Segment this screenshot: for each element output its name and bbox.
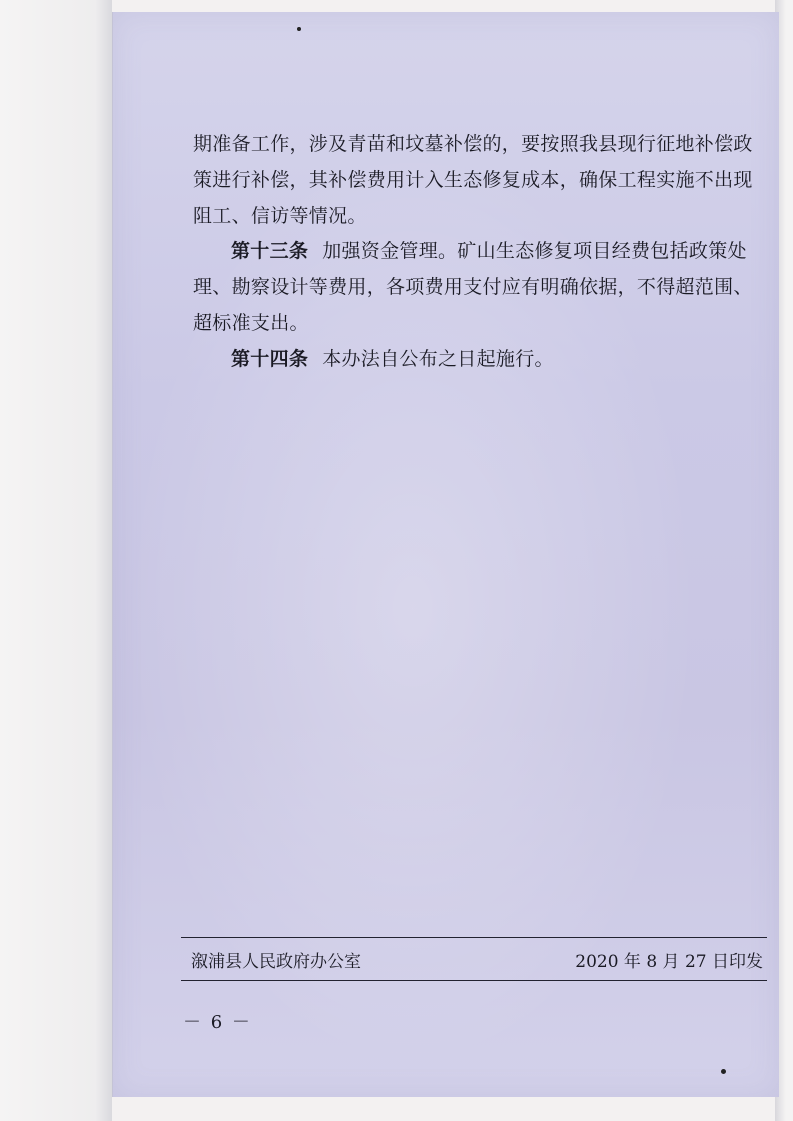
issuance-footer: [181, 937, 767, 981]
document-body: [193, 127, 753, 378]
article-14-text: 本办法自公布之日起施行。: [322, 347, 554, 370]
document-page: [112, 12, 779, 1097]
scan-speck: [721, 1069, 726, 1074]
scan-speck: [297, 27, 301, 31]
paragraph-continuation: 期准备工作，涉及青苗和坟墓补偿的，要按照我县现行征地补偿政策进行补偿，其补偿费用计入生态修复成本，确保工程实施不出现阻工、信访等情况。: [193, 133, 753, 227]
footer-issuer: 溆浦县人民政府办公室: [191, 952, 361, 972]
article-14: [193, 342, 753, 378]
page-number: － 6 －: [183, 1012, 252, 1033]
article-13-heading: 第十三条: [231, 240, 309, 263]
scan-left-margin: [0, 0, 112, 1121]
article-13-text: 加强资金管理。矿山生态修复项目经费包括政策处理、勘察设计等费用，各项费用支付应有明确依据，不得超范围、超标准支出。: [193, 240, 753, 334]
article-13: [193, 234, 753, 341]
article-14-heading: 第十四条: [231, 347, 309, 370]
footer-print-date: 2020 年 8 月 27 日印发: [575, 952, 763, 972]
